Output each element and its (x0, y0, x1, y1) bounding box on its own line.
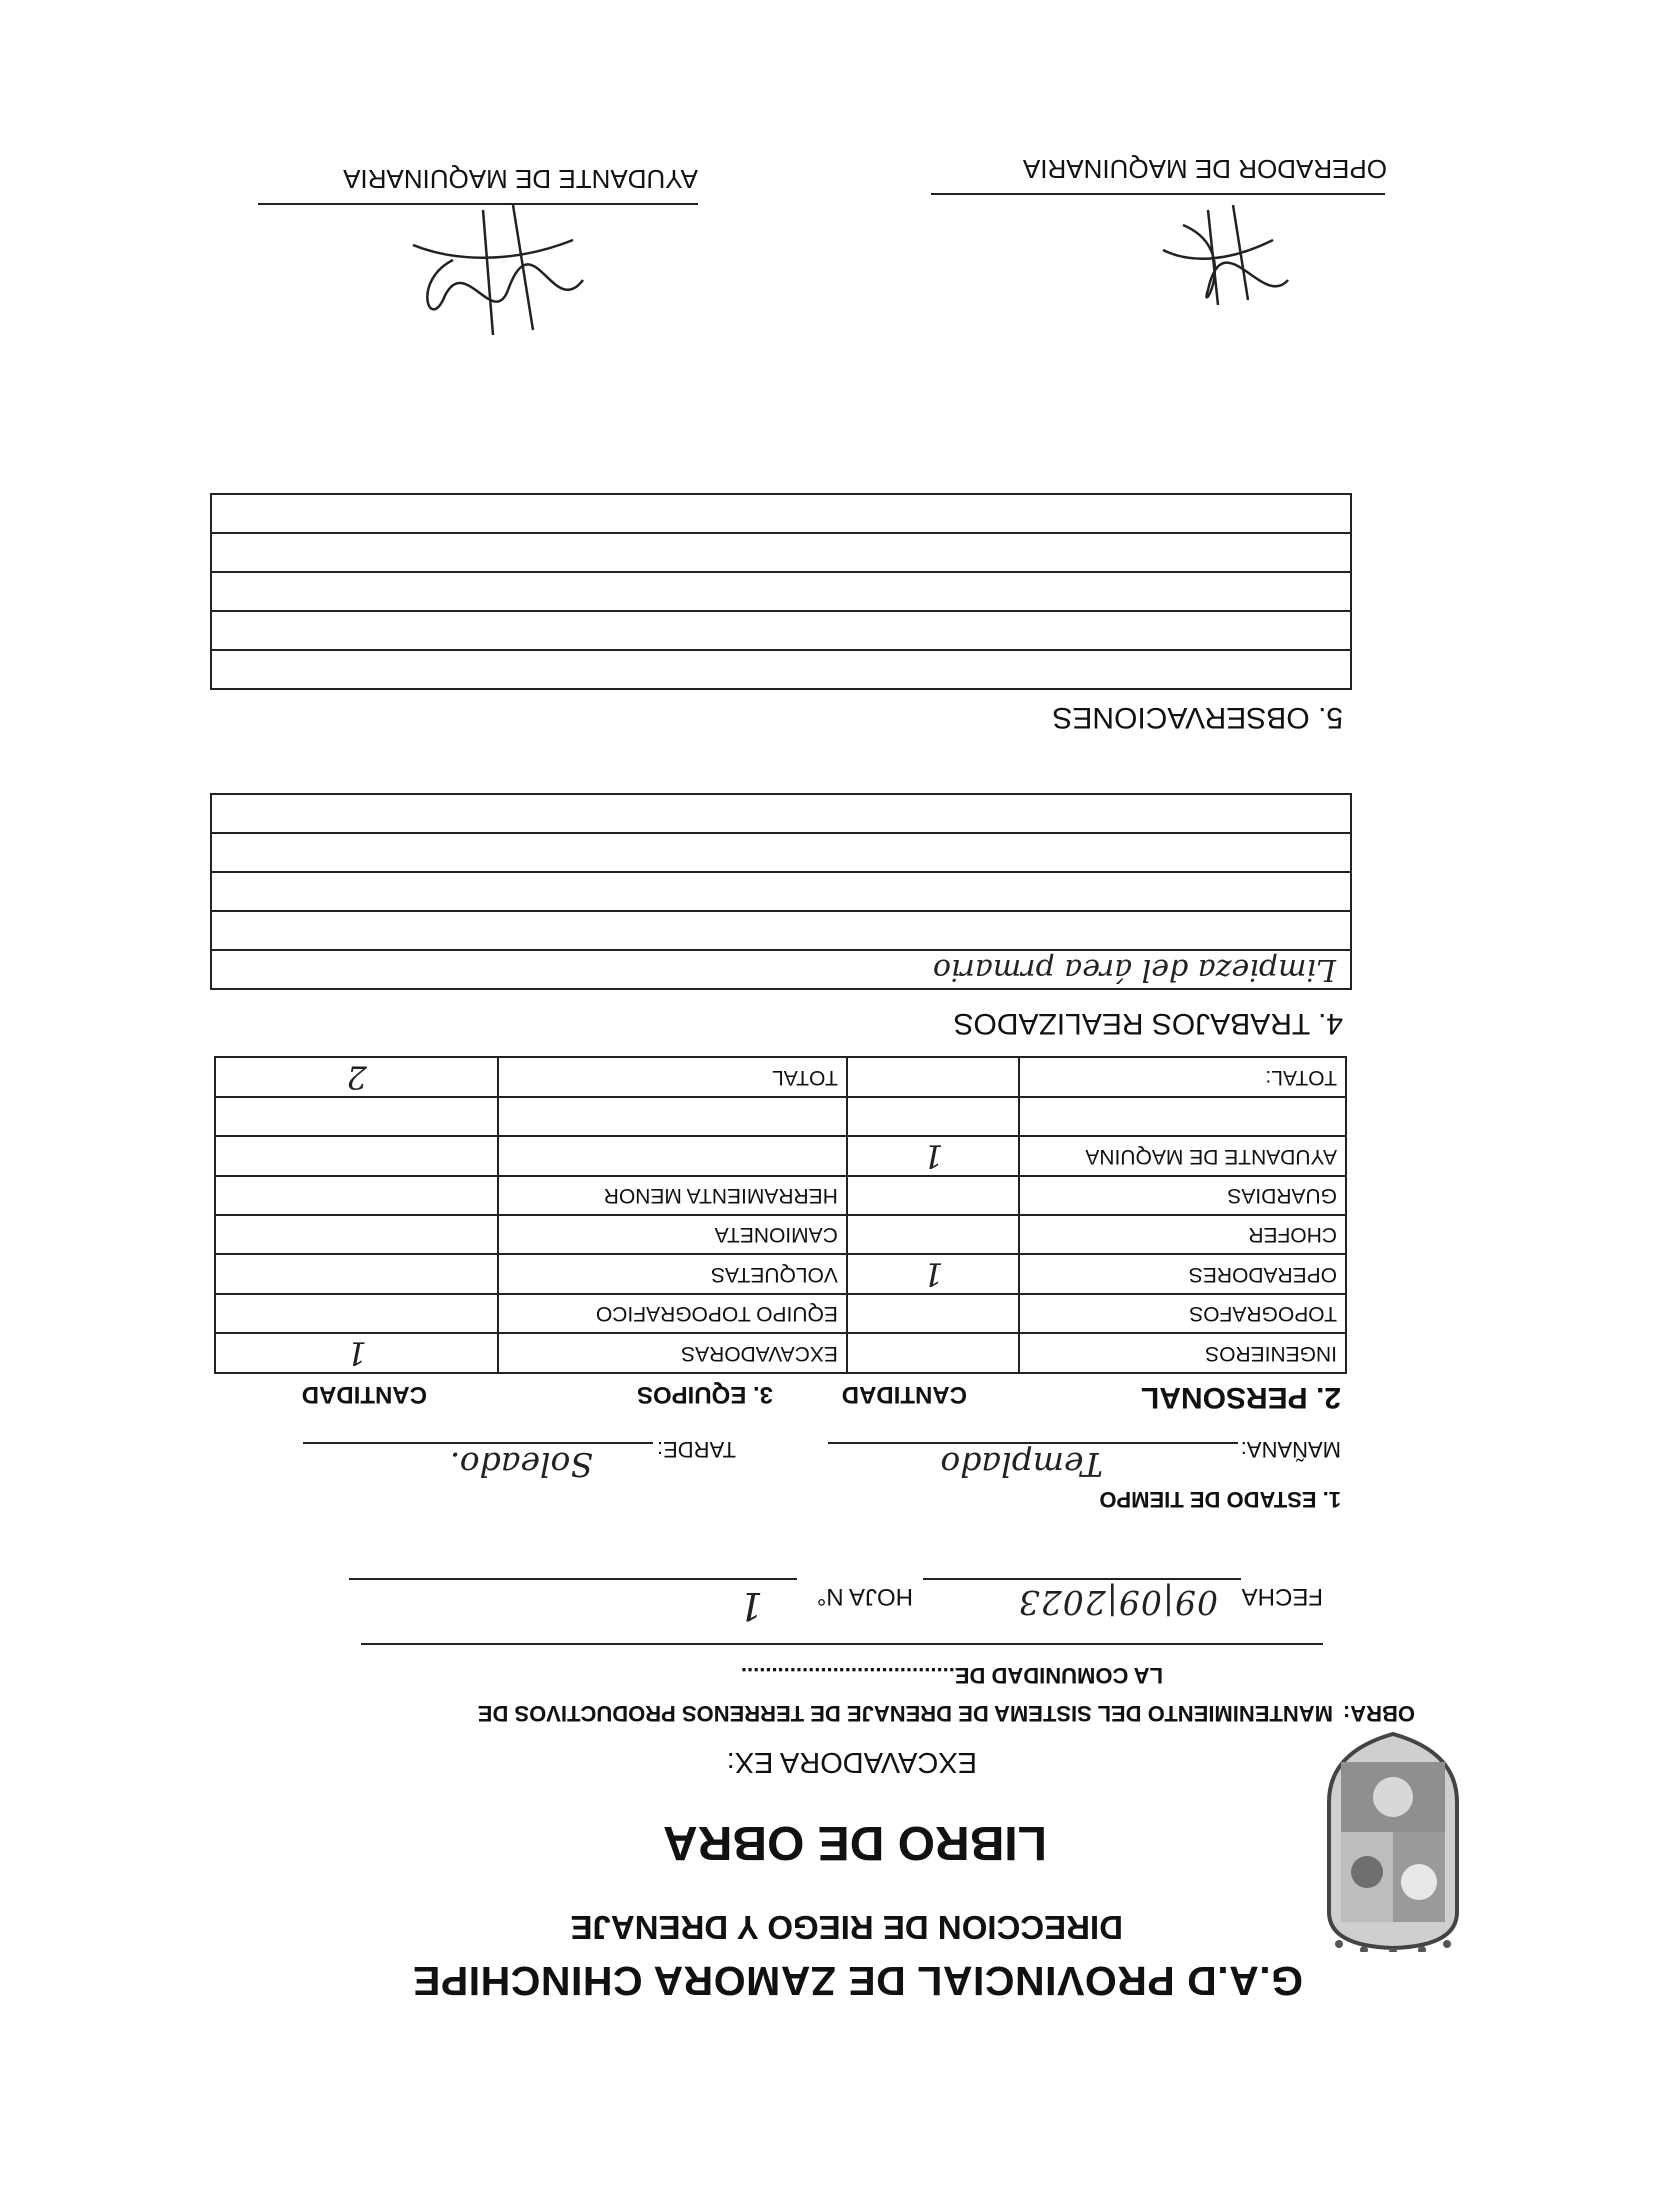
personnel-equipment-body (215, 1057, 1346, 1373)
equipo-qty-cell (215, 1097, 498, 1136)
cantidad-header-1: CANTIDAD (841, 1381, 967, 1408)
morning-value: Templado (940, 1445, 1103, 1484)
observation-line (212, 495, 1350, 532)
department-title: DIRECCION DE RIEGO Y DRENAJE (570, 1909, 1123, 1946)
afternoon-value: Soleado. (449, 1445, 593, 1484)
afternoon-label: TARDE: (656, 1437, 736, 1462)
equipo-cell: HERRAMIENTA MENOR (498, 1176, 847, 1215)
works-section-label: 4. TRABAJOS REALIZADOS (953, 1007, 1343, 1040)
equipo-qty-cell (215, 1176, 498, 1215)
observation-line (212, 649, 1350, 688)
hoja-underline (349, 1578, 797, 1580)
equipo-cell: TOTAL (498, 1057, 847, 1097)
operator-signature-icon (1153, 200, 1303, 320)
table-row (215, 1333, 1346, 1373)
morning-label: MAÑANA: (1240, 1437, 1341, 1462)
personal-cell (1019, 1097, 1346, 1136)
equipo-qty-cell (215, 1215, 498, 1254)
fecha-value: 09|09|2023 (1017, 1583, 1218, 1622)
obra-description-line1: MANTENIMIENTO DEL SISTEMA DE DRENAJE DE TERRENOS PRODUCTIVOS DE (477, 1701, 1333, 1726)
personal-header: 2. PERSONAL (1140, 1381, 1341, 1414)
equipo-qty-cell (215, 1254, 498, 1294)
personal-cell: AYUDANTE DE MAQUINA (1019, 1136, 1346, 1176)
table-row (215, 1136, 1346, 1176)
observations-box (210, 493, 1352, 690)
equipo-cell: VOLQUETAS (498, 1254, 847, 1294)
personal-qty-cell (847, 1097, 1020, 1136)
observation-line (212, 571, 1350, 610)
works-line (212, 871, 1350, 910)
observation-line (212, 532, 1350, 571)
fecha-label: FECHA (1241, 1583, 1323, 1610)
equipo-cell (498, 1097, 847, 1136)
personal-cell: OPERADORES (1019, 1254, 1346, 1294)
equipo-qty-cell: 2 (215, 1057, 498, 1097)
works-line (212, 795, 1350, 832)
personal-qty-cell (847, 1333, 1020, 1373)
equipo-qty-cell: 1 (215, 1333, 498, 1373)
personal-qty-cell (847, 1176, 1020, 1215)
table-row (215, 1176, 1346, 1215)
operator-signature-line (931, 193, 1385, 195)
hoja-value: 1 (738, 1584, 763, 1628)
hoja-label: HOJA N° (816, 1583, 913, 1610)
machine-label: EXCAVADORA EX: (726, 1746, 977, 1778)
personal-qty-cell: 1 (847, 1254, 1020, 1294)
personal-qty-cell (847, 1057, 1020, 1097)
header-rule (361, 1643, 1323, 1645)
personal-qty-cell (847, 1215, 1020, 1254)
fecha-underline (923, 1578, 1241, 1580)
cantidad-header-2: CANTIDAD (301, 1381, 427, 1408)
weather-section-label: 1. ESTADO DE TIEMPO (1099, 1487, 1341, 1512)
equipo-cell: EQUIPO TOPOGRAFICO (498, 1294, 847, 1333)
afternoon-underline (303, 1442, 653, 1444)
personal-qty-cell: 1 (847, 1136, 1020, 1176)
assistant-signature-label: AYUDANTE DE MAQUINARIA (343, 164, 698, 194)
obra-label: OBRA: (1342, 1701, 1415, 1726)
personnel-equipment-table (214, 1056, 1347, 1374)
org-title: G.A.D PROVINCIAL DE ZAMORA CHINCHIPE (412, 1958, 1303, 2004)
equipo-cell (498, 1136, 847, 1176)
personal-cell: TOPOGRAFOS (1019, 1294, 1346, 1333)
works-line: Limpieza del área prmario (212, 949, 1350, 988)
morning-underline (828, 1442, 1238, 1444)
works-box (210, 793, 1352, 990)
equipos-header: 3. EQUIPOS (636, 1381, 773, 1408)
table-row (215, 1254, 1346, 1294)
book-title: LIBRO DE OBRA (663, 1816, 1047, 1869)
personal-cell: INGENIEROS (1019, 1333, 1346, 1373)
personal-cell: CHOFER (1019, 1215, 1346, 1254)
assistant-signature-line (258, 203, 698, 205)
equipo-cell: EXCAVADORAS (498, 1333, 847, 1373)
personal-qty-cell (847, 1294, 1020, 1333)
works-line (212, 910, 1350, 949)
personal-cell: GUARDIAS (1019, 1176, 1346, 1215)
equipo-cell: CAMIONETA (498, 1215, 847, 1254)
personal-cell: TOTAL: (1019, 1057, 1346, 1097)
table-row (215, 1057, 1346, 1097)
table-row (215, 1294, 1346, 1333)
works-line (212, 832, 1350, 871)
observation-line (212, 610, 1350, 649)
obra-description-line2: LA COMUNIDAD DE................................... (740, 1663, 1163, 1688)
equipo-qty-cell (215, 1294, 498, 1333)
table-row (215, 1215, 1346, 1254)
equipo-qty-cell (215, 1136, 498, 1176)
table-row (215, 1097, 1346, 1136)
assistant-signature-icon (403, 200, 603, 340)
provincial-crest-icon (1319, 1730, 1467, 1952)
operator-signature-label: OPERADOR DE MAQUINARIA (1022, 154, 1387, 184)
observations-section-label: 5. OBSERVACIONES (1052, 701, 1343, 734)
